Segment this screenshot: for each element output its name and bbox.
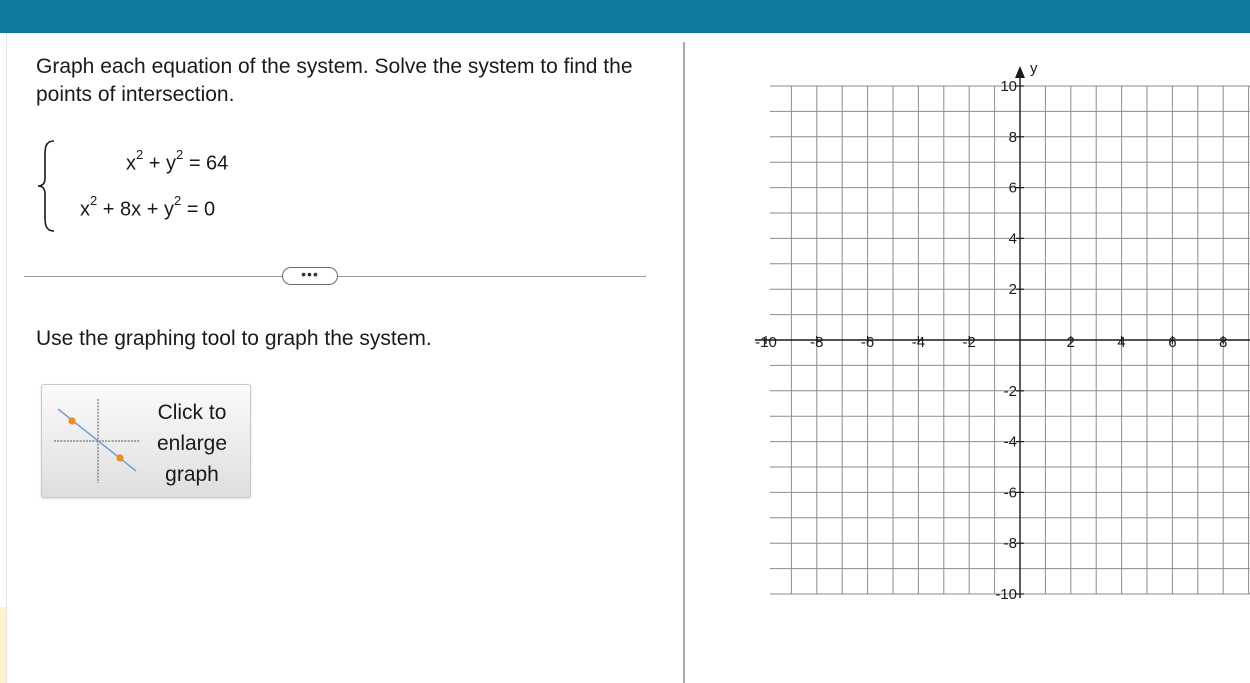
x-tick-label: 8 [1219, 334, 1228, 351]
y-tick-label: 8 [1008, 128, 1017, 146]
y-tick-label: -4 [1003, 433, 1017, 451]
left-brace-icon [36, 138, 60, 234]
y-tick-label: 6 [1008, 179, 1017, 197]
x-tick-labels [755, 334, 1227, 351]
instruction-text: Graph each equation of the system. Solve the system to find the points of intersection. [36, 55, 633, 106]
y-axis-label: y [1030, 60, 1038, 77]
y-tick-label: 10 [1000, 78, 1017, 95]
x-tick-label: 6 [1168, 334, 1177, 351]
y-tick-label: 2 [1008, 281, 1017, 299]
x-tick-label: -4 [911, 334, 926, 351]
graphing-tool-instruction: Use the graphing tool to graph the system. [36, 327, 432, 350]
y-tick-label: 4 [1008, 230, 1017, 248]
x-tick-label: 4 [1117, 334, 1126, 351]
show-more-button[interactable]: ••• [282, 267, 338, 285]
x-tick-label: -8 [810, 334, 824, 351]
left-edge-strip [0, 33, 7, 683]
top-bar [0, 0, 1250, 33]
click-to-enlarge-graph-button[interactable] [41, 384, 251, 498]
y-tick-label: -6 [1003, 484, 1017, 502]
x-tick-label: -6 [860, 334, 875, 351]
enlarge-button-label: Click to enlarge graph [156, 401, 228, 486]
x-tick-label: -10 [755, 334, 777, 351]
y-tick-label: -8 [1003, 535, 1017, 553]
x-tick-label: 2 [1066, 334, 1075, 351]
y-axis-arrow-icon [1015, 66, 1025, 78]
graph-thumbnail-icon [52, 397, 142, 487]
panel-splitter[interactable] [683, 42, 685, 683]
coordinate-grid[interactable] [740, 50, 1250, 610]
equation-2: $x^2 + 8x + y^2 = 0$ [80, 193, 216, 221]
y-tick-label: -10 [995, 586, 1017, 603]
equation-system [36, 138, 336, 234]
y-tick-label: -2 [1003, 382, 1017, 400]
left-edge-highlight [0, 607, 6, 683]
x-tick-label: -2 [962, 334, 976, 351]
equation-1: $x^2 + y^2 = 64$ [126, 147, 229, 175]
